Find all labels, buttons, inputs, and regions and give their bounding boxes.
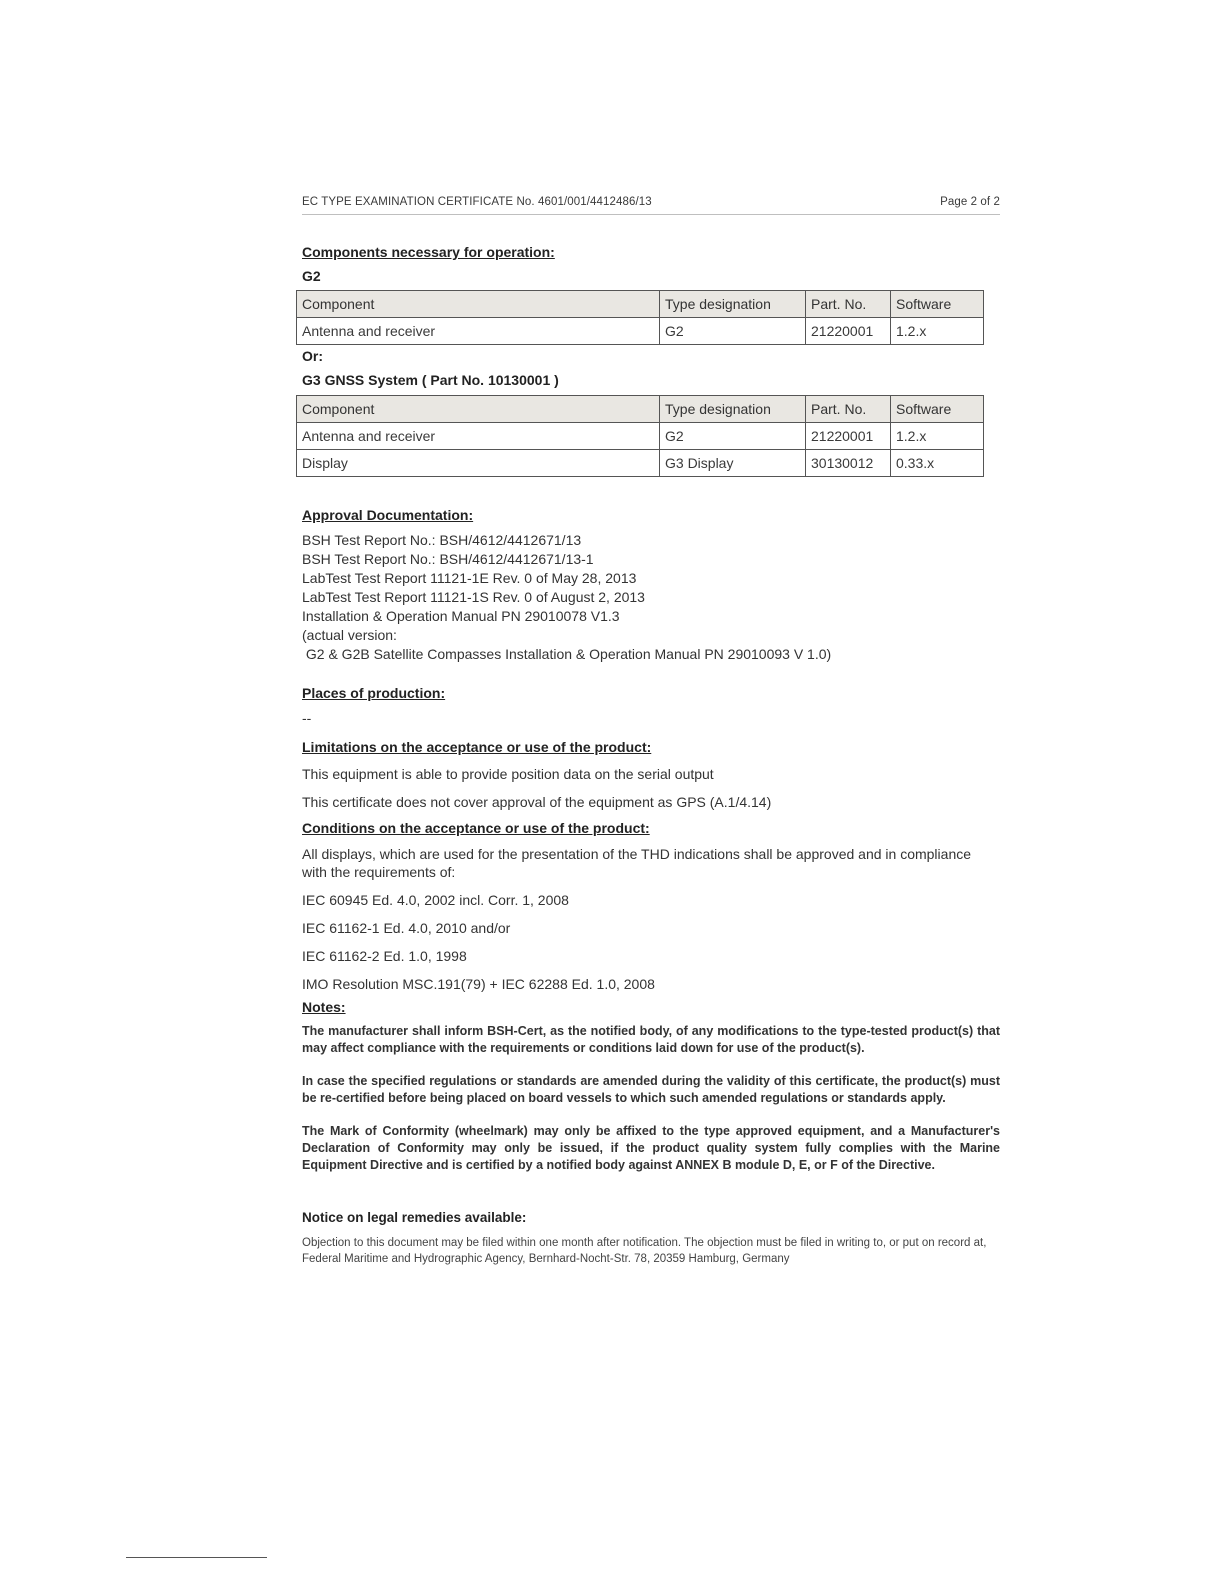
standard-line: IEC 61162-2 Ed. 1.0, 1998 — [302, 948, 467, 964]
note-paragraph: In case the specified regulations or standards are amended during the validity of this certificate, the product(s) must be re-certified before being placed on board vessels to which such amended regulations or standards apply. — [302, 1074, 1000, 1105]
conditions-title: Conditions on the acceptance or use of the product: — [302, 820, 650, 836]
standard-line: IMO Resolution MSC.191(79) + IEC 62288 Ed. 1.0, 2008 — [302, 976, 655, 992]
note-paragraph: The Mark of Conformity (wheelmark) may only be affixed to the type approved equipment, and a Manufacturer's Declaration of Conformity may only be issued, if the product quality system fully complies with the Marine Equipment Directive and is certified by a notified body against ANNEX B module D, E, or F of the Directive. — [302, 1124, 1000, 1172]
table-cell: 21220001 — [806, 318, 891, 345]
column-header: Type designation — [660, 396, 806, 423]
table-row — [297, 423, 984, 450]
limitations-title: Limitations on the acceptance or use of the product: — [302, 739, 652, 755]
table-cell: 21220001 — [806, 423, 891, 450]
certificate-page — [302, 196, 1000, 1267]
approval-line: BSH Test Report No.: BSH/4612/4412671/13-1 — [302, 551, 594, 567]
table-cell: Display — [297, 450, 660, 477]
table-cell: 0.33.x — [891, 450, 984, 477]
standard-line: IEC 60945 Ed. 4.0, 2002 incl. Corr. 1, 2008 — [302, 892, 569, 908]
column-header: Part. No. — [806, 291, 891, 318]
g2-components-table — [296, 290, 984, 345]
approval-title: Approval Documentation: — [302, 507, 474, 523]
production-value: -- — [302, 710, 312, 726]
certificate-number: EC TYPE EXAMINATION CERTIFICATE No. 4601/001/4412486/13 — [302, 196, 652, 208]
table-cell: 1.2.x — [891, 423, 984, 450]
table-cell: Antenna and receiver — [297, 318, 660, 345]
column-header: Component — [297, 396, 660, 423]
table-cell: G3 Display — [660, 450, 806, 477]
conditions-intro: All displays, which are used for the presentation of the THD indications shall be approved and in compliance with the requirements of: — [302, 846, 972, 880]
or-label: Or: — [302, 348, 323, 364]
table-row — [297, 318, 984, 345]
production-title: Places of production: — [302, 685, 446, 701]
limitation-line: This certificate does not cover approval of the equipment as GPS (A.1/4.14) — [302, 794, 772, 810]
approval-line: G2 & G2B Satellite Compasses Installation & Operation Manual PN 29010093 V 1.0) — [302, 646, 832, 662]
column-header: Software — [891, 291, 984, 318]
table-cell: 30130012 — [806, 450, 891, 477]
g3-components-table — [296, 395, 984, 477]
approval-line: LabTest Test Report 11121-1E Rev. 0 of May 28, 2013 — [302, 570, 637, 586]
legal-title: Notice on legal remedies available: — [302, 1210, 527, 1225]
components-title: Components necessary for operation: — [302, 244, 555, 260]
table-header-row — [297, 291, 984, 318]
limitation-line: This equipment is able to provide position data on the serial output — [302, 766, 714, 782]
approval-line: BSH Test Report No.: BSH/4612/4412671/13 — [302, 532, 582, 548]
column-header: Type designation — [660, 291, 806, 318]
approval-line: Installation & Operation Manual PN 29010078 V1.3 — [302, 608, 620, 624]
page-number: Page 2 of 2 — [940, 196, 1000, 208]
table-cell: Antenna and receiver — [297, 423, 660, 450]
table-row — [297, 450, 984, 477]
column-header: Software — [891, 396, 984, 423]
approval-documents — [302, 531, 1000, 664]
approval-line: LabTest Test Report 11121-1S Rev. 0 of August 2, 2013 — [302, 589, 645, 605]
g2-label: G2 — [302, 268, 321, 284]
standard-line: IEC 61162-1 Ed. 4.0, 2010 and/or — [302, 920, 511, 936]
footnote-divider — [126, 1557, 267, 1558]
column-header: Component — [297, 291, 660, 318]
legal-text: Objection to this document may be filed within one month after notification. The objection must be filed in writing to, or put on record at, Federal Maritime and Hydrographic Agency, Bernhard-Nocht-Str. 78, 20359 Hamburg, Germany — [302, 1237, 987, 1265]
note-paragraph: The manufacturer shall inform BSH-Cert, as the notified body, of any modifications to the type-tested product(s) that may affect compliance with the requirements or conditions laid down for use of the product(s). — [302, 1024, 1000, 1055]
table-cell: 1.2.x — [891, 318, 984, 345]
table-cell: G2 — [660, 423, 806, 450]
table-header-row — [297, 396, 984, 423]
notes-title: Notes: — [302, 999, 346, 1015]
g3-system-label: G3 GNSS System ( Part No. 10130001 ) — [302, 372, 559, 388]
page-header — [302, 196, 1000, 215]
column-header: Part. No. — [806, 396, 891, 423]
table-cell: G2 — [660, 318, 806, 345]
approval-line: (actual version: — [302, 627, 397, 643]
